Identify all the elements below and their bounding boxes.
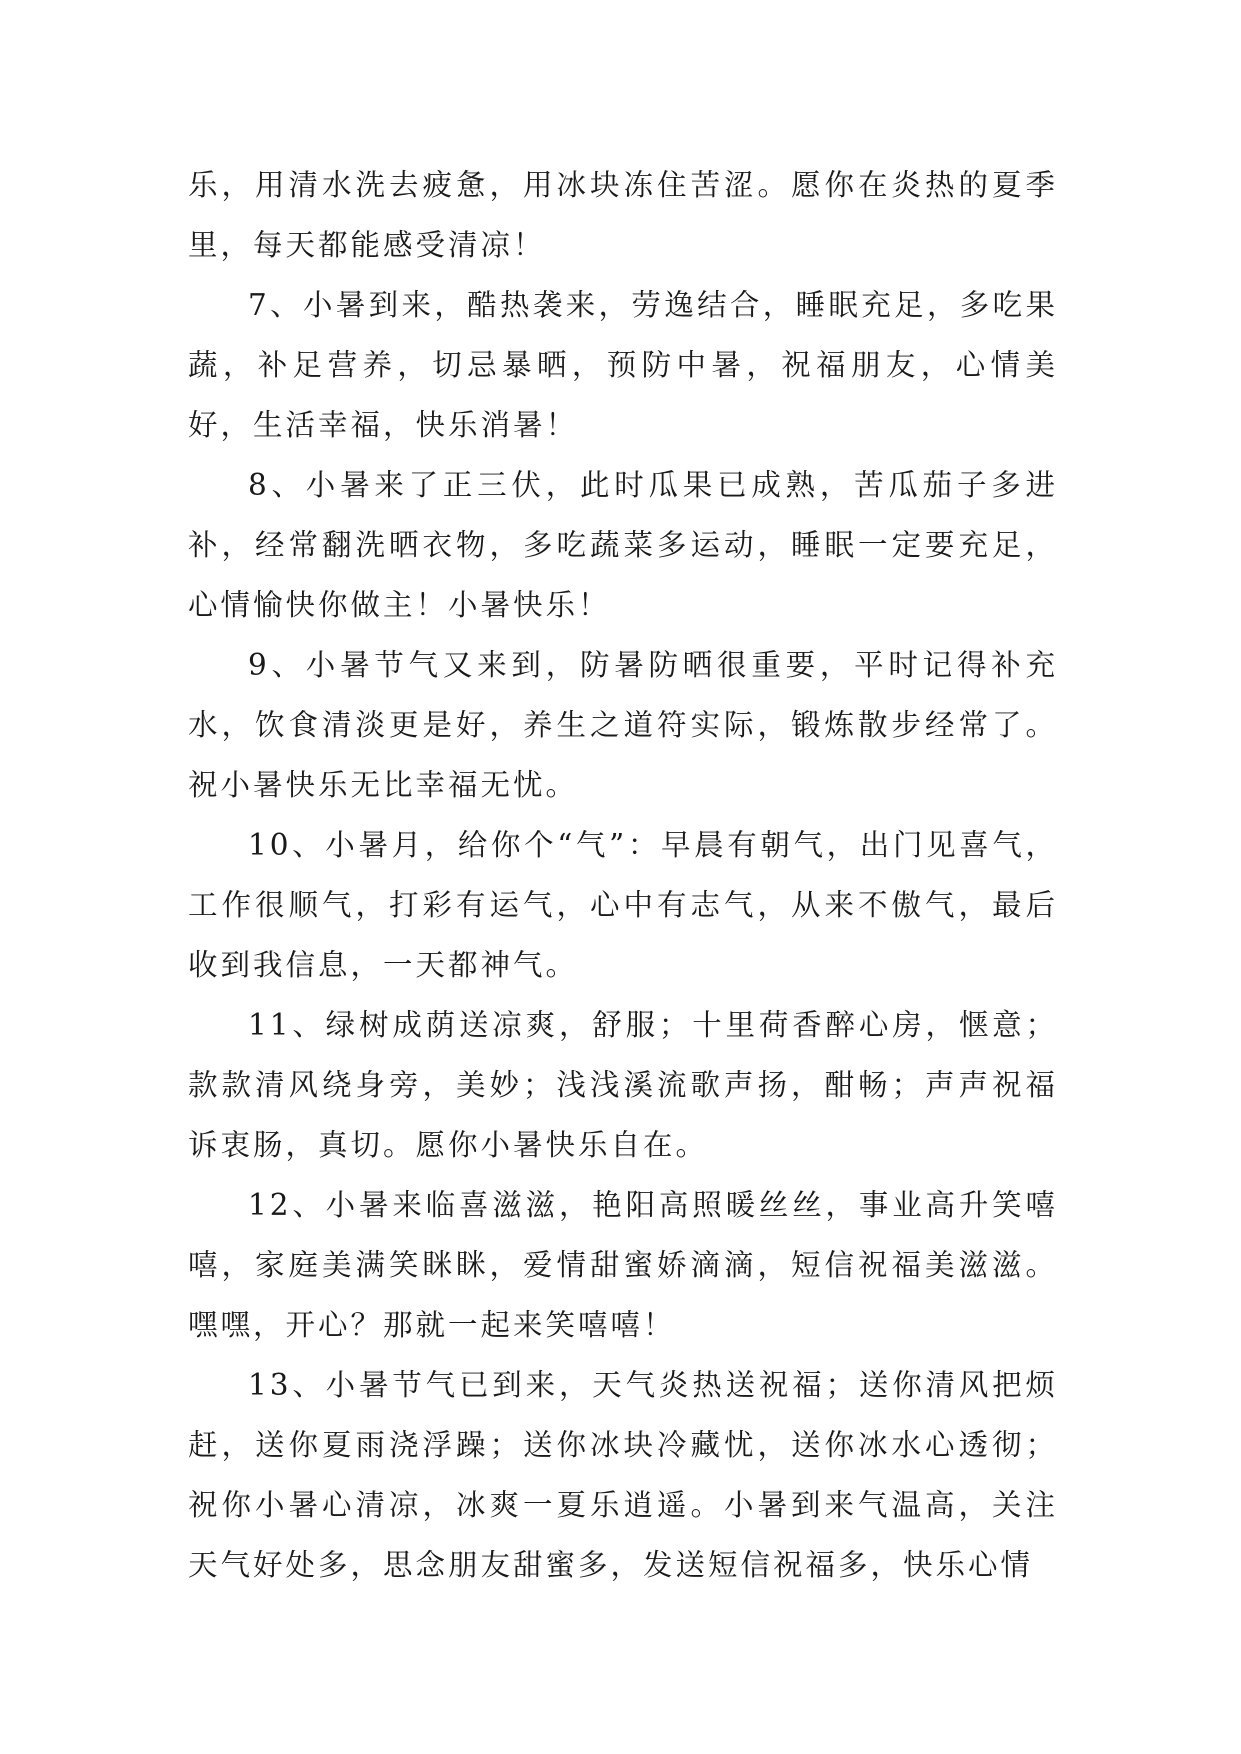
- paragraph-8: 8、小暑来了正三伏，此时瓜果已成熟，苦瓜茄子多进补，经常翻洗晒衣物，多吃蔬菜多运动，睡眠一定要充足，心情愉快你做主！小暑快乐！: [188, 468, 1058, 622]
- paragraph-10: 10、小暑月，给你个“气”：早晨有朝气，出门见喜气，工作很顺气，打彩有运气，心中有志气，从来不傲气，最后收到我信息，一天都神气。: [188, 828, 1058, 982]
- paragraph-12: 12、小暑来临喜滋滋，艳阳高照暖丝丝，事业高升笑嘻嘻，家庭美满笑眯眯，爱情甜蜜娇滴滴，短信祝福美滋滋。嘿嘿，开心？那就一起来笑嘻嘻！: [188, 1188, 1058, 1342]
- paragraph-9: 9、小暑节气又来到，防暑防晒很重要，平时记得补充水，饮食清淡更是好，养生之道符实际，锻炼散步经常了。祝小暑快乐无比幸福无忧。: [188, 648, 1058, 802]
- paragraph-11: 11、绿树成荫送凉爽，舒服；十里荷香醉心房，惬意；款款清风绕身旁，美妙；浅浅溪流歌声扬，酣畅；声声祝福诉衷肠，真切。愿你小暑快乐自在。: [188, 1008, 1058, 1162]
- document-body: [188, 155, 1058, 1595]
- paragraph-7: 7、小暑到来，酷热袭来，劳逸结合，睡眠充足，多吃果蔬，补足营养，切忌暴晒，预防中暑，祝福朋友，心情美好，生活幸福，快乐消暑！: [188, 288, 1058, 442]
- paragraph-13: 13、小暑节气已到来，天气炎热送祝福；送你清风把烦赶，送你夏雨浇浮躁；送你冰块冷藏忧，送你冰水心透彻；祝你小暑心清凉，冰爽一夏乐逍遥。小暑到来气温高，关注天气好处多，思念朋友甜蜜多，发送短信祝福多，快乐心情: [188, 1368, 1058, 1582]
- paragraph-continuation: 乐，用清水洗去疲惫，用冰块冻住苦涩。愿你在炎热的夏季里，每天都能感受清凉！: [188, 168, 1058, 262]
